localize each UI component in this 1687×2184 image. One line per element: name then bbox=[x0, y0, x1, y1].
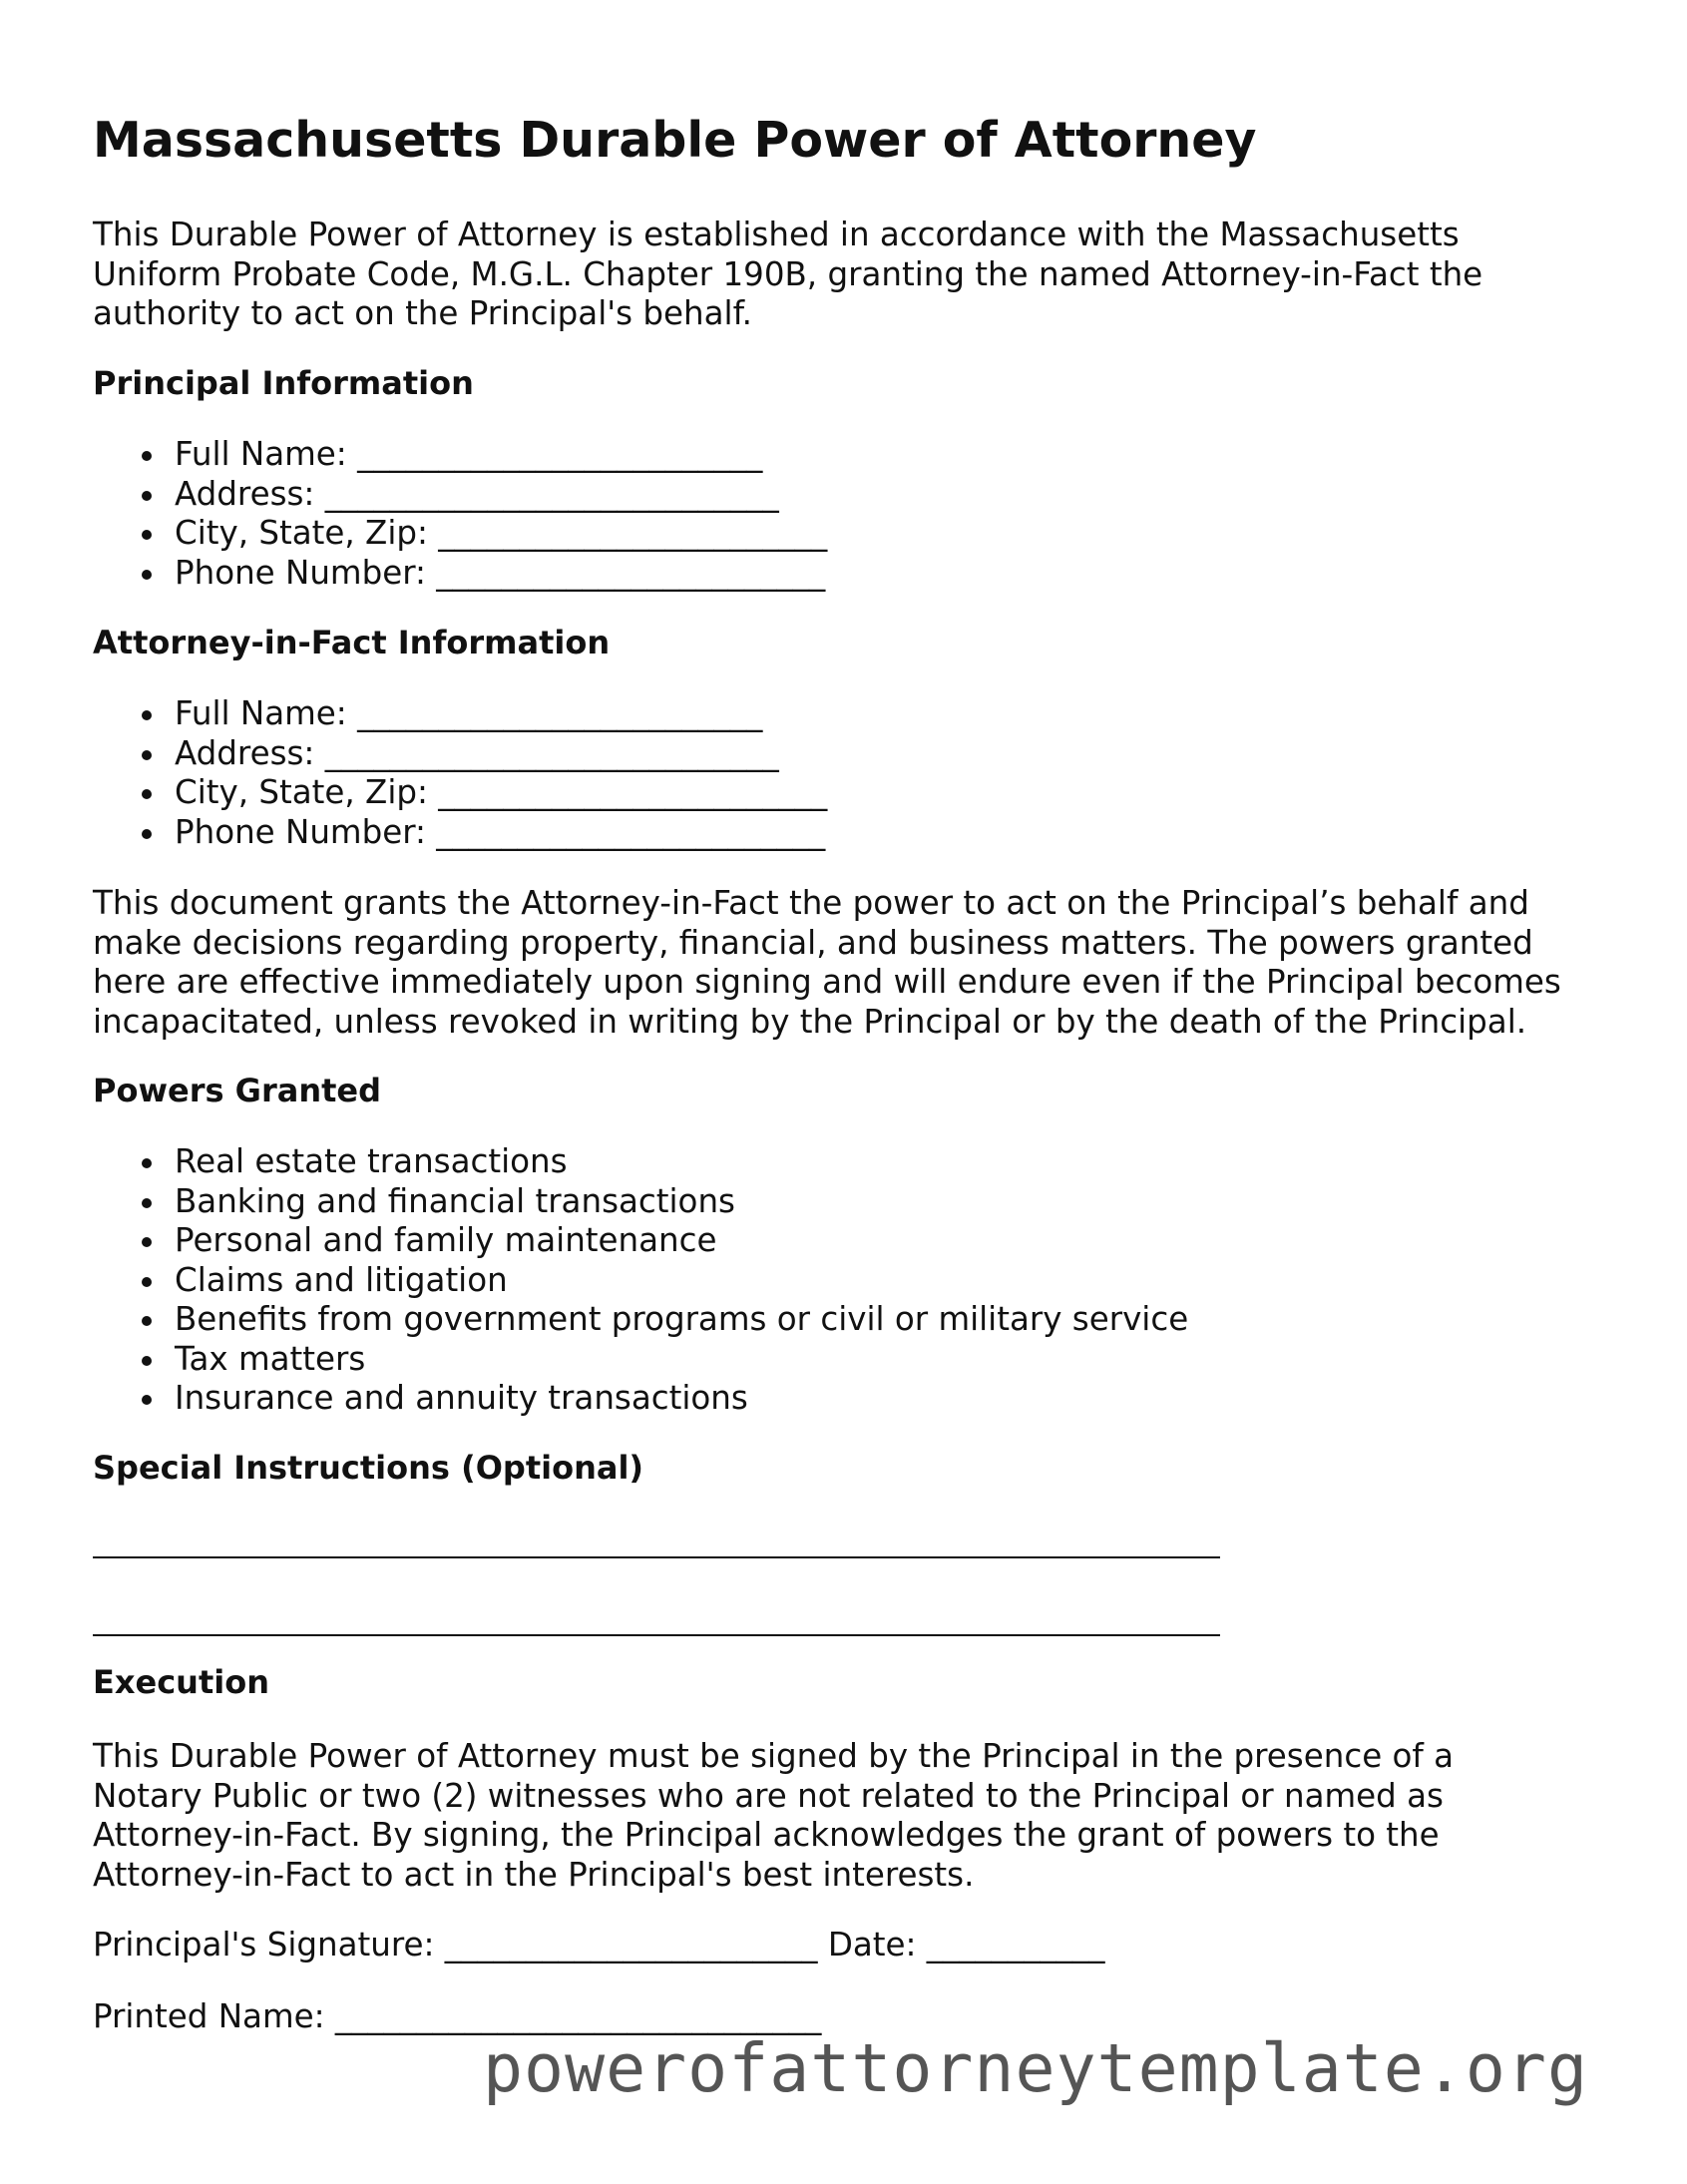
power-item: Personal and family maintenance bbox=[93, 1221, 1188, 1261]
grant-line: here are effective immediately upon signing and will endure even if the Principal becomes bbox=[93, 963, 1561, 1001]
special-instructions-line-2[interactable] bbox=[93, 1634, 1220, 1636]
attorney-address-field[interactable]: Address: ____________________________ bbox=[93, 734, 827, 774]
principal-fields-list bbox=[93, 435, 827, 593]
execution-paragraph bbox=[93, 1737, 1454, 1895]
power-item: Banking and financial transactions bbox=[93, 1182, 1188, 1222]
grant-line: This document grants the Attorney-in-Fact the power to act on the Principal’s behalf and bbox=[93, 884, 1529, 922]
powers-heading: Powers Granted bbox=[93, 1072, 381, 1109]
intro-line: This Durable Power of Attorney is established in accordance with the Massachusetts bbox=[93, 216, 1460, 253]
principal-address-field[interactable]: Address: ____________________________ bbox=[93, 475, 827, 515]
power-item: Insurance and annuity transactions bbox=[93, 1379, 1188, 1419]
watermark-text: powerofattorneytemplate.org bbox=[483, 2029, 1588, 2107]
attorney-full-name-field[interactable]: Full Name: _________________________ bbox=[93, 694, 827, 734]
attorney-fields-list bbox=[93, 694, 827, 852]
grant-line: incapacitated, unless revoked in writing by the Principal or by the death of the Principal. bbox=[93, 1002, 1527, 1041]
special-instructions-line-1[interactable] bbox=[93, 1556, 1220, 1558]
execution-heading: Execution bbox=[93, 1663, 269, 1701]
intro-line: Uniform Probate Code, M.G.L. Chapter 190B, granting the named Attorney-in-Fact the bbox=[93, 254, 1483, 293]
powers-list bbox=[93, 1142, 1188, 1419]
printed-name-line[interactable]: Printed Name: ______________________________ bbox=[93, 1997, 822, 2035]
execution-line: Attorney-in-Fact. By signing, the Principal acknowledges the grant of powers to the bbox=[93, 1816, 1440, 1854]
document-title: Massachusetts Durable Power of Attorney bbox=[93, 112, 1257, 169]
attorney-city-state-zip-field[interactable]: City, State, Zip: ________________________ bbox=[93, 773, 827, 813]
attorney-phone-field[interactable]: Phone Number: ________________________ bbox=[93, 813, 827, 853]
intro-line: authority to act on the Principal's behalf. bbox=[93, 294, 752, 332]
principal-heading: Principal Information bbox=[93, 364, 474, 402]
grant-paragraph bbox=[93, 884, 1561, 1042]
execution-line: Notary Public or two (2) witnesses who are not related to the Principal or named as bbox=[93, 1776, 1444, 1815]
execution-line: Attorney-in-Fact to act in the Principal's best interests. bbox=[93, 1855, 975, 1894]
power-item: Benefits from government programs or civil or military service bbox=[93, 1300, 1188, 1340]
power-item: Real estate transactions bbox=[93, 1142, 1188, 1182]
power-item: Claims and litigation bbox=[93, 1261, 1188, 1301]
principal-phone-field[interactable]: Phone Number: ________________________ bbox=[93, 554, 827, 594]
special-instructions-heading: Special Instructions (Optional) bbox=[93, 1449, 644, 1487]
principal-full-name-field[interactable]: Full Name: _________________________ bbox=[93, 435, 827, 475]
principal-signature-line[interactable]: Principal's Signature: _______________________ Date: ___________ bbox=[93, 1926, 1105, 1964]
execution-line: This Durable Power of Attorney must be signed by the Principal in the presence of a bbox=[93, 1737, 1455, 1775]
principal-city-state-zip-field[interactable]: City, State, Zip: ________________________ bbox=[93, 514, 827, 554]
intro-paragraph bbox=[93, 216, 1482, 334]
grant-line: make decisions regarding property, financial, and business matters. The powers granted bbox=[93, 923, 1533, 962]
attorney-heading: Attorney-in-Fact Information bbox=[93, 624, 611, 661]
power-item: Tax matters bbox=[93, 1340, 1188, 1380]
